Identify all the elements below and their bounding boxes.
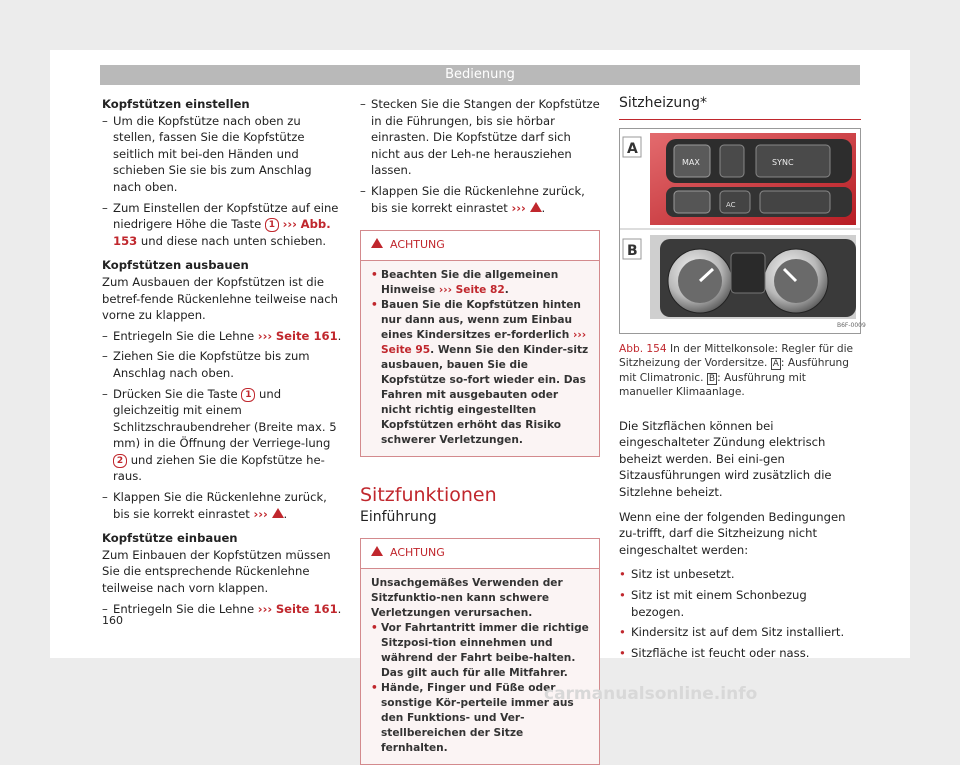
paragraph: Die Sitzflächen können bei eingeschalteter Zündung elektrisch beheizt werden. Bei eini-gen Sitzausführungen wird zusätzlich die Sitzlehne beheizt. (619, 418, 832, 499)
step: – Zum Einstellen der Kopfstütze auf eine niedrigere Höhe die Taste 1 ››› Abb. 153 und diese nach unten schieben. (102, 200, 342, 250)
arrow-ref-icon: ››› (511, 200, 526, 215)
heading-adjust: Kopfstützen einstellen (102, 97, 250, 111)
heading-remove: Kopfstützen ausbauen (102, 258, 249, 273)
warning-title: ACHTUNG (361, 539, 599, 569)
label-box-b: B (708, 373, 716, 384)
warning-item: • Bauen Sie die Kopfstützen hinten nur dann aus, wenn zum Einbau eines Kindersitzes er-forderlich ››› Seite 95. Wenn Sie den Kinder-sitz ausbauen, bauen Sie die Kopfstütze so-fort wieder ein. Das Fahren mit ausgebauten oder nicht richtig eingestellten Kopfstützen erhöht das Risiko schwerer Verletzungen. (371, 298, 589, 448)
arrow-ref-icon: ››› (253, 506, 268, 521)
arrow-ref-icon: ››› (257, 601, 273, 616)
step: – Entriegeln Sie die Lehne ››› Seite 161. (102, 328, 342, 345)
step: – Klappen Sie die Rückenlehne zurück, bis sie korrekt einrastet ››› . (360, 183, 600, 216)
arrow-ref-icon: ››› (572, 328, 587, 341)
page-link[interactable]: Seite 161 (275, 328, 338, 343)
arrow-ref-icon: ››› (438, 283, 452, 296)
caption-label: Abb. 154 (619, 342, 667, 355)
arrow-ref-icon: ››› (282, 217, 297, 232)
warning-triangle-icon (371, 238, 383, 248)
figure-label-b: B (627, 242, 638, 259)
subsection-title: Einführung (360, 509, 437, 526)
figure-seat-heating (619, 128, 866, 334)
warning-title: ACHTUNG (361, 231, 599, 261)
list-item: • Sitzfläche ist feucht oder nass. (619, 645, 861, 662)
figure-code: B6F-0009 (837, 321, 866, 329)
column-2 (360, 96, 600, 765)
label-box-a: A (772, 359, 779, 370)
figure-caption: Abb. 154 In der Mittelkonsole: Regler für die Sitzheizung der Vordersitze. A : Ausführung mit Climatronic. B : Ausführung mit manueller Klimaanlage. (619, 342, 854, 399)
paragraph: Zum Einbauen der Kopfstützen müssen Sie die entsprechende Rückenlehne teilweise nach vorn klappen. (102, 547, 331, 596)
step: – Drücken Sie die Taste 1 und gleichzeitig mit einem Schlitzschraubendreher (Breite max. 5 mm) in die Öffnung der Verriege-lung 2 und ziehen Sie die Kopfstütze he-raus. (102, 386, 342, 486)
arrow-ref-icon: ››› (257, 328, 273, 343)
warning-item: • Vor Fahrtantritt immer die richtige Sitzposi-tion einnehmen und während der Fahrt beibe-halten. Das gilt auch für alle Mitfahrer. (371, 621, 589, 681)
warning-body (361, 261, 599, 456)
paragraph: Wenn eine der folgenden Bedingungen zu-trifft, darf die Sitzheizung nicht eingeschaltet werden: (619, 509, 846, 557)
warning-box (360, 538, 600, 765)
warning-item: • Beachten Sie die allgemeinen Hinweise ››› Seite 82. (371, 268, 589, 298)
step: – Stecken Sie die Stangen der Kopfstütze in die Führungen, bis sie hörbar einrasten. Die Kopfstütze darf sich nicht aus der Leh-ne herausziehen lassen. (360, 96, 600, 179)
page-link[interactable]: Seite 95 (381, 343, 431, 356)
heading-install: Kopfstütze einbauen (102, 531, 238, 546)
warning-box (360, 230, 600, 457)
warning-intro: Unsachgemäßes Verwenden der Sitzfunktio-nen kann schwere Verletzungen verursachen. (371, 576, 563, 619)
warning-triangle-icon[interactable] (530, 202, 542, 212)
page-header: Bedienung (100, 65, 860, 85)
paragraph: Zum Ausbauen der Kopfstützen ist die betref-fende Rückenlehne teilweise nach vorne zu klappen. (102, 274, 338, 323)
figure-link[interactable]: Abb. 153 (113, 217, 331, 248)
warning-triangle-icon (371, 546, 383, 556)
warning-body (361, 569, 599, 764)
page-link[interactable]: Seite 161 (275, 601, 338, 616)
warning-triangle-icon[interactable] (272, 508, 284, 518)
column-3 (619, 95, 866, 665)
page-number: 160 (102, 614, 123, 627)
sync-label: SYNC (772, 157, 794, 167)
list-item: • Kindersitz ist auf dem Sitz installiert. (619, 624, 861, 641)
list-item: • Sitz ist unbesetzt. (619, 566, 861, 583)
figure-label-a: A (627, 140, 638, 157)
max-label: MAX (682, 157, 700, 167)
console-illustration (620, 129, 866, 333)
watermark: carmanualsonline.info (544, 684, 758, 704)
step: – Um die Kopfstütze nach oben zu stellen, fassen Sie die Kopfstütze seitlich mit bei-den Händen und schieben Sie sie bis zum Anschlag nach oben. (102, 113, 342, 196)
column-1 (102, 96, 342, 621)
button-number-badge: 1 (241, 388, 255, 402)
step: – Ziehen Sie die Kopfstütze bis zum Anschlag nach oben. (102, 348, 342, 381)
lock-number-badge: 2 (113, 454, 127, 468)
page-link[interactable]: Seite 82 (455, 283, 505, 296)
step: – Klappen Sie die Rückenlehne zurück, bis sie korrekt einrastet ››› . (102, 489, 342, 522)
section-title: Sitzheizung* (619, 95, 861, 120)
ac-label: AC (726, 200, 736, 209)
step: – Entriegeln Sie die Lehne ››› Seite 161. (102, 601, 342, 618)
list-item: • Sitz ist mit einem Schonbezug bezogen. (619, 587, 861, 620)
button-number-badge: 1 (265, 218, 279, 232)
warning-item: • Hände, Finger und Füße oder sonstige Kör-perteile immer aus den Funktions- und Ver-stellbereichen der Sitze fernhalten. (371, 681, 589, 756)
section-title: Sitzfunktionen (360, 483, 497, 506)
